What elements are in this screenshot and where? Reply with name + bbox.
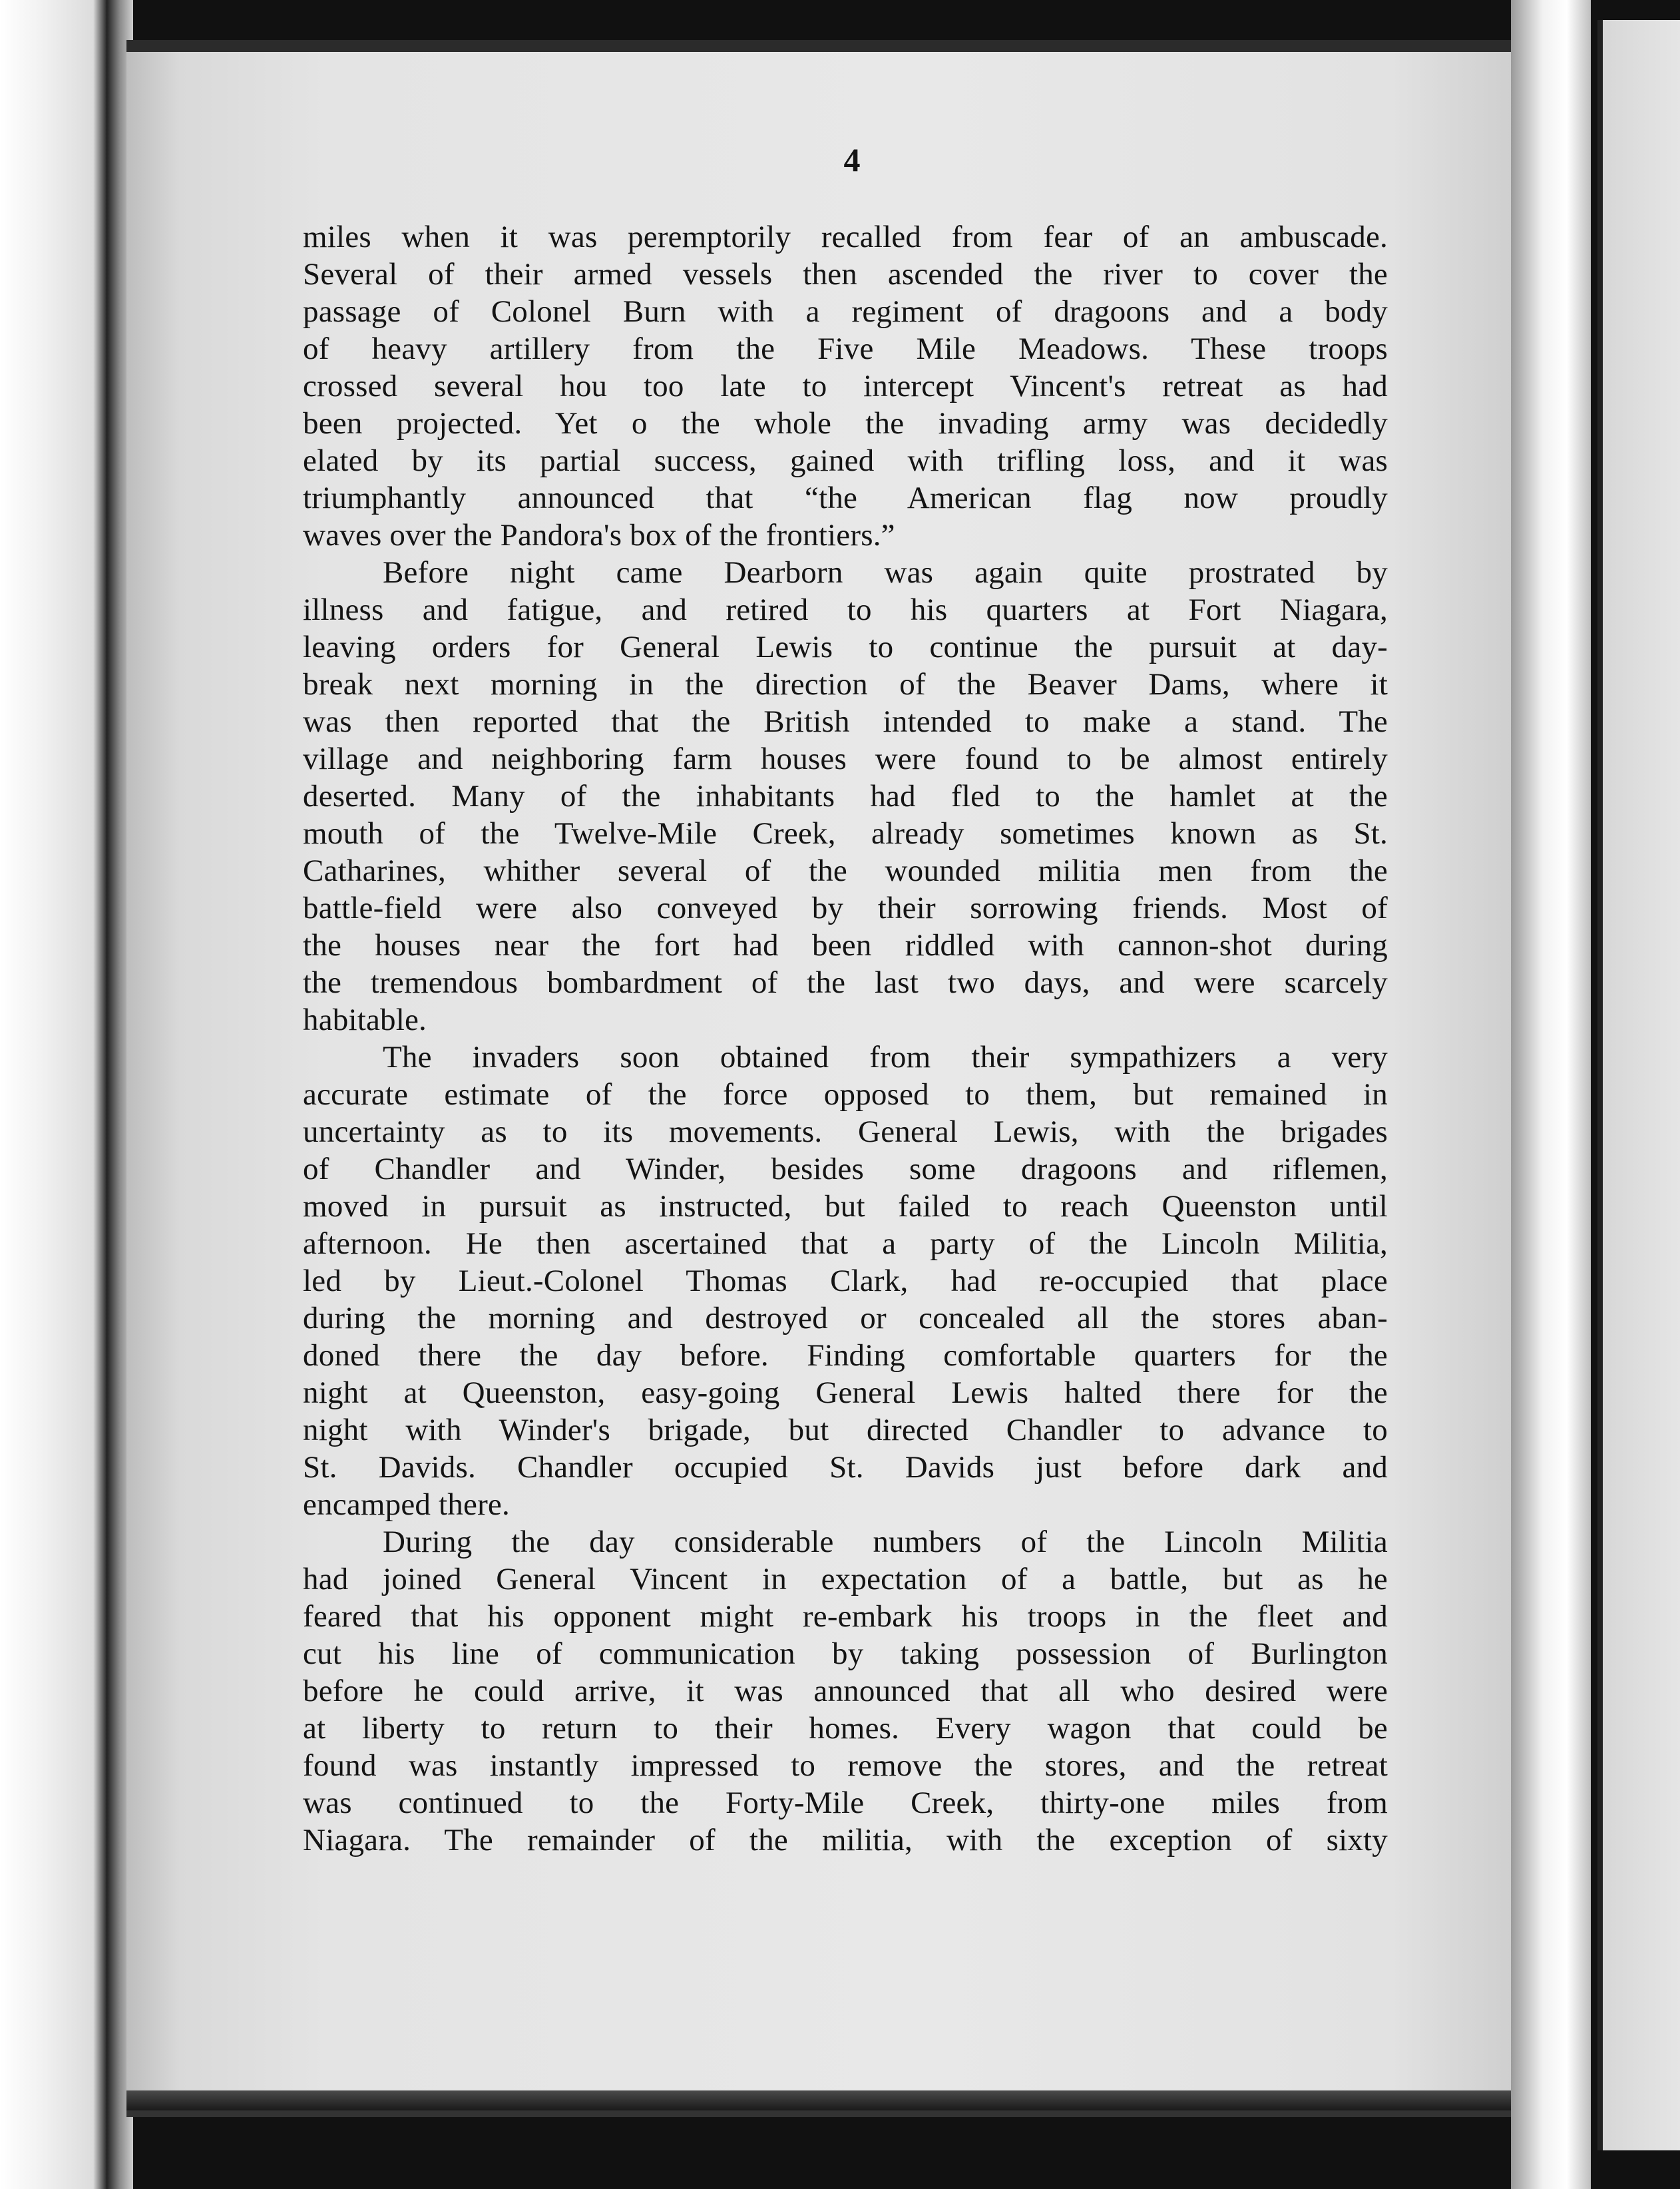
text-line: found was instantly impressed to remove the stores, and the retreat [303, 1748, 1388, 1783]
text-line: habitable. [303, 1003, 427, 1037]
text-line: village and neighboring farm houses were found to be almost entirely [303, 742, 1388, 776]
paragraph-1 [303, 218, 1388, 554]
page-number: 4 [843, 141, 861, 178]
text-line: had joined General Vincent in expectation of a battle, but as he [303, 1562, 1388, 1596]
text-line: feared that his opponent might re-embark his troops in the fleet and [303, 1599, 1388, 1634]
text-line: night with Winder's brigade, but directed Chandler to advance to [303, 1413, 1388, 1447]
text-line: miles when it was peremptorily recalled from fear of an ambuscade. [303, 220, 1388, 254]
text-line: During the day considerable numbers of the Lincoln Militia [383, 1525, 1388, 1559]
right-page-edge [1511, 0, 1591, 2189]
text-line: Before night came Dearborn was again quite prostrated by [383, 555, 1388, 590]
text-line: waves over the Pandora's box of the frontiers.” [303, 518, 895, 553]
text-line: passage of Colonel Burn with a regiment of dragoons and a body [303, 294, 1388, 329]
text-line: mouth of the Twelve-Mile Creek, already sometimes known as St. [303, 816, 1388, 851]
text-line: moved in pursuit as instructed, but failed to reach Queenston until [303, 1189, 1388, 1224]
text-line: Several of their armed vessels then ascended the river to cover the [303, 257, 1388, 292]
text-line: was continued to the Forty-Mile Creek, thirty-one miles from [303, 1786, 1388, 1820]
text-line: been projected. Yet o the whole the invading army was decidedly [303, 406, 1388, 441]
text-line: at liberty to return to their homes. Every wagon that could be [303, 1711, 1388, 1746]
text-line: accurate estimate of the force opposed to them, but remained in [303, 1077, 1388, 1112]
text-line: The invaders soon obtained from their sympathizers a very [383, 1040, 1388, 1075]
left-margin [0, 0, 106, 2189]
text-line: afternoon. He then ascertained that a party of the Lincoln Militia, [303, 1226, 1388, 1261]
text-line: of heavy artillery from the Five Mile Meadows. These troops [303, 332, 1388, 366]
text-line: the tremendous bombardment of the last two days, and were scarcely [303, 965, 1388, 1000]
text-line: St. Davids. Chandler occupied St. Davids just before dark and [303, 1450, 1388, 1485]
text-line: crossed several hou too late to intercept Vincent's retreat as had [303, 369, 1388, 403]
text-line: night at Queenston, easy-going General Lewis halted there for the [303, 1375, 1388, 1410]
text-line: elated by its partial success, gained with trifling loss, and it was [303, 443, 1388, 478]
paragraph-3 [303, 1039, 1388, 1523]
text-line: Niagara. The remainder of the militia, with the exception of sixty [303, 1823, 1388, 1857]
adjacent-page-sliver [1597, 20, 1680, 2150]
text-line: deserted. Many of the inhabitants had fled to the hamlet at the [303, 779, 1388, 814]
page-bottom-shadow [126, 2090, 1511, 2110]
text-line: battle-field were also conveyed by their sorrowing friends. Most of [303, 891, 1388, 925]
text-line: was then reported that the British intended to make a stand. The [303, 704, 1388, 739]
text-line: illness and fatigue, and retired to his quarters at Fort Niagara, [303, 593, 1388, 627]
text-line: triumphantly announced that “the American flag now proudly [303, 481, 1388, 515]
text-line: cut his line of communication by taking possession of Burlington [303, 1636, 1388, 1671]
text-line: of Chandler and Winder, besides some dragoons and riflemen, [303, 1152, 1388, 1186]
text-line: encamped there. [303, 1487, 510, 1522]
text-line: led by Lieut.-Colonel Thomas Clark, had re-occupied that place [303, 1264, 1388, 1298]
paragraph-4 [303, 1523, 1388, 1859]
text-line: doned there the day before. Finding comfortable quarters for the [303, 1338, 1388, 1373]
text-line: break next morning in the direction of the Beaver Dams, where it [303, 667, 1388, 702]
text-line: the houses near the fort had been riddled with cannon-shot during [303, 928, 1388, 963]
text-line: uncertainty as to its movements. General Lewis, with the brigades [303, 1114, 1388, 1149]
text-line: during the morning and destroyed or concealed all the stores aban- [303, 1301, 1388, 1336]
text-line: before he could arrive, it was announced that all who desired were [303, 1674, 1388, 1708]
text-line: Catharines, whither several of the wounded militia men from the [303, 853, 1388, 888]
paragraph-2 [303, 554, 1388, 1039]
text-line: leaving orders for General Lewis to continue the pursuit at day- [303, 630, 1388, 664]
body-text [303, 218, 1388, 1859]
